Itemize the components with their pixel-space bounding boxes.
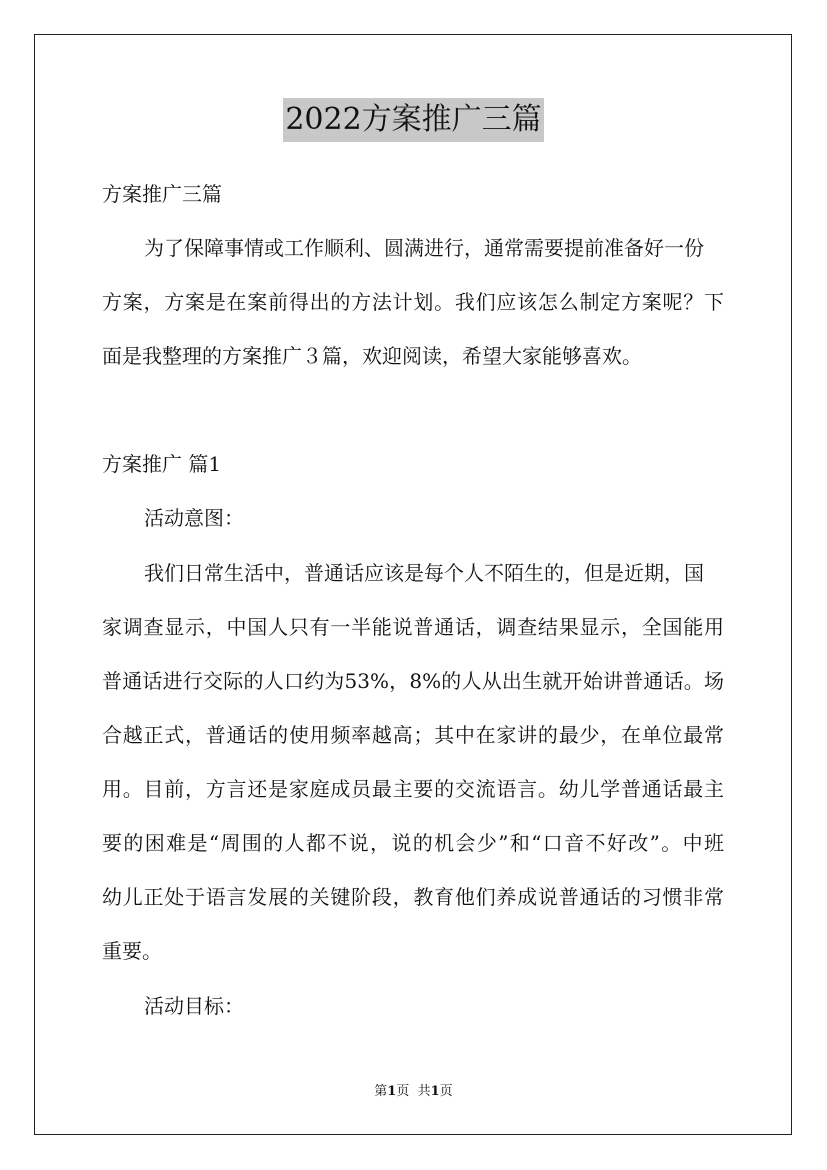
para-line-7: 幼儿正处于语言发展的关键阶段，教育他们养成说普通话的习惯非常 [102, 885, 724, 909]
page-footer [0, 1083, 827, 1101]
para-line-6: 要的困难是“周围的人都不说，说的机会少”和“口音不好改”。中班 [102, 831, 724, 855]
para-line-2: 家调查显示，中国人只有一半能说普通话，调查结果显示，全国能用 [102, 615, 724, 639]
footer-total-prefix: 共 [417, 1084, 431, 1099]
para-line-3: 普通话进行交际的人口约为53%，8%的人从出生就开始讲普通话。场 [102, 669, 724, 693]
para-line-5: 用。目前，方言还是家庭成员最主要的交流语言。幼儿学普通话最主 [102, 777, 724, 801]
intro-line-2: 方案，方案是在案前得出的方法计划。我们应该怎么制定方案呢？下 [102, 290, 724, 314]
para-line-1: 我们日常生活中，普通话应该是每个人不陌生的，但是近期，国 [144, 561, 704, 585]
footer-page-number: 1 [387, 1084, 397, 1099]
footer-page-prefix: 第 [374, 1084, 388, 1099]
para-line-8: 重要。 [102, 939, 162, 963]
intro-line-1: 为了保障事情或工作顺利、圆满进行，通常需要提前准备好一份 [144, 236, 704, 260]
section-heading: 方案推广 篇1 [102, 452, 222, 476]
para-line-4: 合越正式，普通话的使用频率越高；其中在家讲的最少，在单位最常 [102, 723, 724, 747]
footer-page-suffix: 页 [396, 1084, 410, 1099]
purpose-label: 活动意图： [144, 506, 244, 530]
subtitle: 方案推广三篇 [102, 182, 222, 206]
footer-total-suffix: 页 [439, 1084, 453, 1099]
title-block [0, 98, 827, 142]
footer-total-number: 1 [430, 1084, 440, 1099]
intro-line-3: 面是我整理的方案推广３篇，欢迎阅读，希望大家能够喜欢。 [102, 344, 642, 368]
document-title: 2022方案推广三篇 [283, 98, 543, 142]
goal-label: 活动目标： [144, 994, 244, 1018]
